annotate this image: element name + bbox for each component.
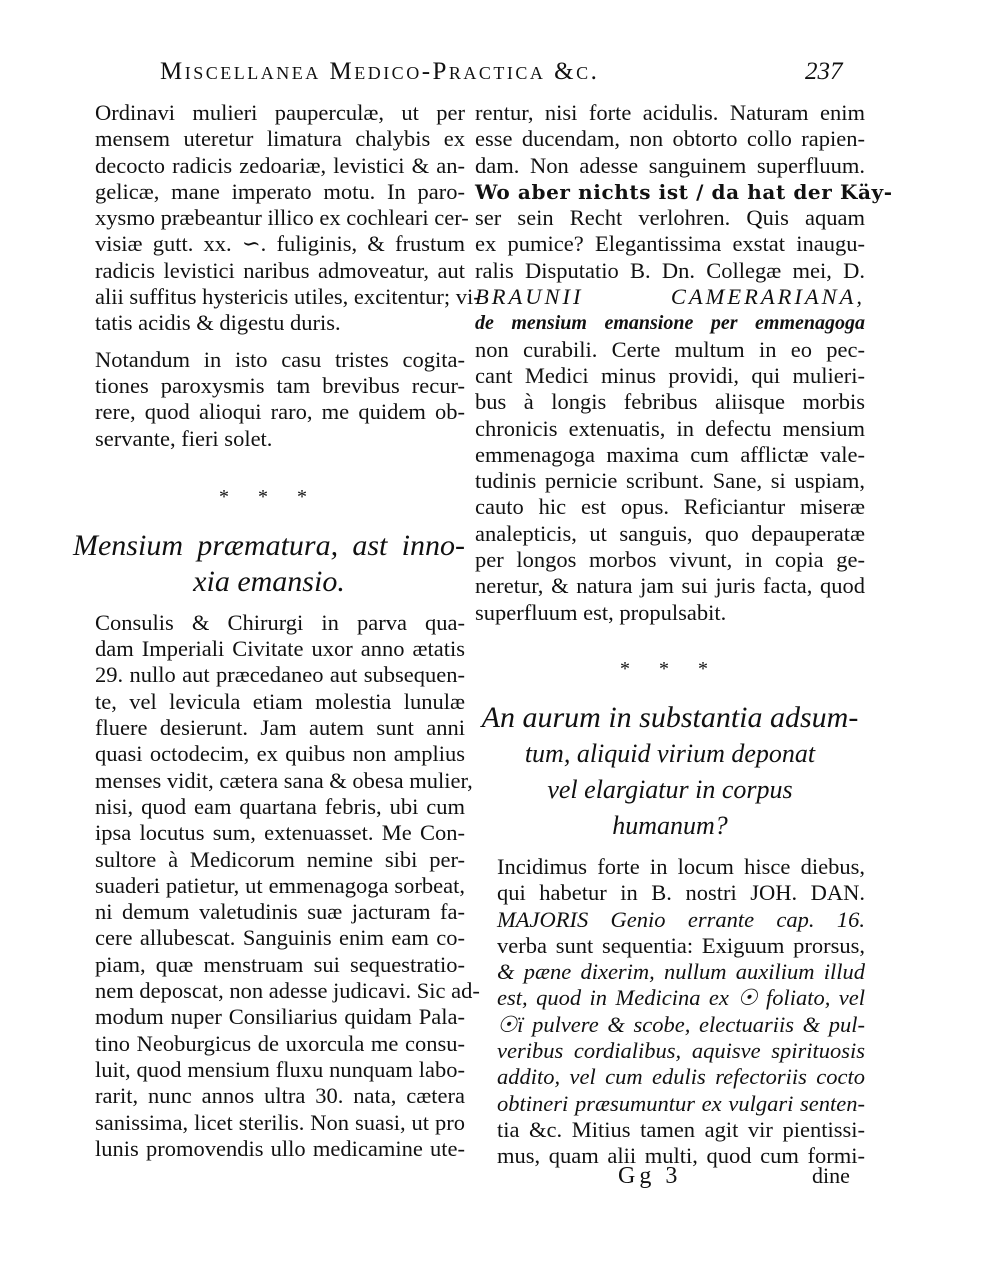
fraktur-line: Wo aber nichts ist / da hat der Käy- (475, 179, 893, 204)
text-line: alii suffitus hystericis utiles, excitentur; vi- (95, 284, 481, 310)
section-heading-aurum (475, 700, 865, 844)
text-line: servante, fieri solet. (95, 425, 273, 451)
text-line: chronicis extenuatis, in defectu mensium (475, 415, 865, 441)
text-line: bus à longis febribus aliisque morbis (475, 389, 865, 415)
text-line: nem deposcat, non adesse judicavi. Sic ad- (95, 978, 480, 1004)
paragraph-rentur (475, 100, 893, 626)
text-line: fluere desierunt. Jam autem sunt anni (95, 715, 465, 741)
text-line: ni demum valetudinis suæ jacturam fa- (95, 899, 465, 925)
text-line: esse ducendam, non obtorto collo rapien- (475, 126, 865, 152)
text-line: neretur, & natura jam sui juris facta, quod (475, 573, 865, 599)
text-line: tudinis pernicie scribunt. Sane, si uspiam, (475, 468, 865, 494)
text-line: piam, quæ menstruam sui sequestratio- (95, 951, 465, 977)
text-line: BRAUNII CAMERARIANA, (475, 284, 865, 310)
text-line: decocto radicis zedoariæ, levistici & an- (95, 152, 465, 178)
text-line: mensem uteretur limatura chalybis ex (95, 126, 465, 152)
heading-line: tum, aliquid virium deponat (524, 738, 816, 768)
heading-line: xia emansio. (193, 564, 345, 598)
text-line: per longos morbos vivunt, in copia ge- (475, 547, 865, 573)
text-line: cauto hic est opus. Reficiantur miseræ (475, 494, 865, 520)
text-line: Consulis & Chirurgi in parva qua- (95, 609, 465, 635)
running-title: Miscellanea Medico-Practica &c. (160, 58, 600, 85)
heading-line: vel elargiatur in corpus (547, 774, 793, 804)
text-line: 29. nullo aut præcedaneo aut subsequen- (95, 662, 465, 688)
text-line: rere, quod alioqui raro, me quidem ob- (95, 399, 465, 425)
section-heading-mensium (73, 528, 465, 600)
text-line: ser sein Recht verlohren. Quis aquam (475, 205, 865, 231)
text-line: Notandum in isto casu tristes cogita- (95, 346, 465, 372)
text-line: addito, vel cum edulis refectoriis cocto (497, 1064, 865, 1090)
text-line: dam Imperiali Civitate uxor anno ætatis (95, 636, 465, 662)
text-line: tia &c. Mitius tamen agit vir pientissi- (497, 1116, 865, 1142)
text-line: radicis levistici naribus admoveatur, aut (95, 257, 465, 283)
right-column (475, 100, 893, 1170)
text-line: nisi, quod eam quartana febris, ubi cum (95, 793, 465, 819)
text-line: xysmo præbeantur illico ex cochleari cer- (95, 205, 469, 231)
text-line: lunis promovendis ullo medicamine ute- (95, 1135, 465, 1161)
text-line: rarit, nunc annos ultra 30. nata, cætera (95, 1083, 465, 1109)
text-line: verba sunt sequentia: Exiguum prorsus, (497, 932, 865, 958)
text-line: est, quod in Medicina ex ☉ foliato, vel (497, 985, 865, 1011)
text-line: suaderi patietur, ut emmenagoga sorbeat, (95, 872, 465, 898)
text-line: superfluum est, propulsabit. (475, 599, 727, 625)
text-line: ex pumice? Elegantissima exstat inaugu- (475, 231, 865, 257)
text-line: de mensium emansione per emmenagoga (475, 312, 865, 335)
text-line: sultore à Medicorum nemine sibi per- (95, 846, 465, 872)
text-line: obtineri præsumuntur ex vulgari senten- (497, 1090, 865, 1116)
text-line: luit, quod mensium fluxu nunquam labo- (95, 1056, 465, 1082)
paragraph-notandum (73, 347, 465, 452)
heading-line: humanum? (612, 810, 728, 840)
section-asterisks: * * * (620, 657, 720, 680)
text-line: ☉ï pulvere & scobe, electuariis & pul- (497, 1011, 865, 1037)
text-line: cere allubescat. Sanguinis enim eam co- (95, 925, 465, 951)
text-line: dam. Non adesse sanguinem superfluum. (475, 152, 865, 178)
text-line: menses vidit, cætera sana & obesa mulier, (95, 767, 473, 793)
text-line: visiæ gutt. xx. ∽. fuliginis, & frustum (95, 231, 465, 257)
text-line: emmenagoga maxima cum afflictæ vale- (475, 441, 865, 467)
page-number: 237 (805, 58, 843, 85)
text-line: veribus cordialibus, aquisve spirituosis (497, 1038, 865, 1064)
paragraph-incidimus (475, 854, 865, 1170)
text-line: Incidimus forte in locum hisce diebus, (497, 853, 865, 879)
paragraph-ordinavi (73, 100, 481, 337)
catchword: dine (812, 1163, 850, 1188)
section-asterisks: * * * (219, 485, 319, 508)
text-line: tiones paroxysmis tam brevibus recur- (95, 372, 465, 398)
text-line: mus, quam alii multi, quod cum formi- (497, 1143, 865, 1169)
heading-line: Mensium præmatura, ast inno- (73, 528, 465, 562)
signature-mark: Gg 3 (618, 1163, 682, 1189)
text-line: quasi octodecim, ex quibus non amplius (95, 741, 465, 767)
text-line: gelicæ, mane imperato motu. In paro- (95, 178, 465, 204)
text-line: & pæne dixerim, nullum auxilium illud (497, 959, 865, 985)
paragraph-consulis (73, 609, 480, 1162)
text-line: MAJORIS Genio errante cap. 16. (497, 906, 865, 932)
left-column (73, 100, 481, 1162)
text-line: modum nuper Consiliarius quidam Pala- (95, 1004, 465, 1030)
text-line: tatis acidis & digestu duris. (95, 310, 341, 336)
text-line: tino Neoburgicus de uxorcula me consu- (95, 1030, 465, 1056)
text-line: ipsa locutus sum, extenuasset. Me Con- (95, 820, 465, 846)
text-line: sanissima, licet sterilis. Non suasi, ut pro (95, 1109, 465, 1135)
text-line: qui habetur in B. nostri JOH. DAN. (497, 880, 865, 906)
text-line: analepticis, ut sanguis, quo depauperatæ (475, 520, 865, 546)
text-line: te, vel levicula etiam molestia lunulæ (95, 688, 465, 714)
text-line: ralis Disputatio B. Dn. Collegæ mei, D. (475, 257, 865, 283)
text-line: non curabili. Certe multum in eo pec- (475, 336, 865, 362)
heading-line: An aurum in substantia adsum- (481, 700, 859, 734)
text-line: rentur, nisi forte acidulis. Naturam enim (475, 100, 865, 125)
text-line: Ordinavi mulieri pauperculæ, ut per (95, 100, 465, 125)
text-line: cant Medici minus providi, qui mulieri- (475, 362, 865, 388)
